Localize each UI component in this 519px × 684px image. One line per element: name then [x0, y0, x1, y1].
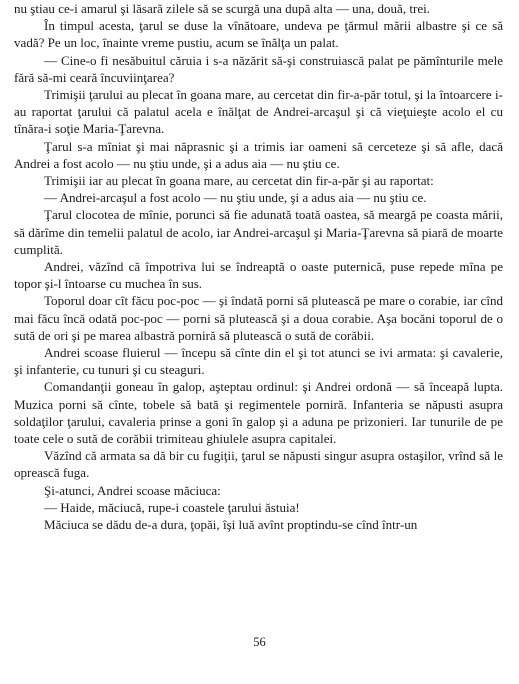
paragraph: Andrei, văzînd că împotriva lui se îndreaptă o oaste puternică, puse repede mîna pe topor şi-l întoarse cu muchea în sus. — [14, 259, 503, 292]
paragraph: nu ştiau ce-i amarul şi lăsară zilele să se scurgă una după alta — una, două, trei. — [14, 1, 431, 16]
paragraph: Ţarul clocotea de mînie, porunci să fie adunată toată oastea, să meargă pe coasta mării, să dărîme din temelii palatul de acolo, iar Andrei-arcaşul şi Maria-Ţarevna să piară de moarte cumplită. — [14, 207, 503, 257]
paragraph: Şi-atunci, Andrei scoase măciuca: — [44, 482, 221, 498]
paragraph: — Haide, măciucă, rupe-i coastele ţarului ăstuia! — [44, 499, 300, 515]
page-body-text — [14, 0, 503, 533]
paragraph: Andrei scoase fluierul — începu să cînte din el şi tot atunci se ivi armata: şi cavalerie, şi infanterie, cu tunuri şi cu steaguri. — [14, 345, 503, 378]
paragraph: Ţarul s-a mîniat şi mai năprasnic şi a trimis iar oameni să cerceteze şi să afle, dacă Andrei a fost acolo — nu ştiu unde, şi a adus aia — nu ştiu ce. — [14, 138, 503, 171]
paragraph: Văzînd că armata sa dă bir cu fugiţii, ţarul se năpusti singur asupra ostaşilor, vrînd să le oprească fuga. — [14, 448, 503, 481]
paragraph: Măciuca se dădu de-a dura, ţopăi, îşi luă avînt proptindu-se cînd într-un — [44, 517, 418, 533]
page-number: 56 — [253, 635, 266, 649]
paragraph: Trimişii iar au plecat în goana mare, au cercetat din fir-a-păr şi au raportat: — [44, 173, 434, 189]
paragraph: — Andrei-arcaşul a fost acolo — nu ştiu unde, şi a adus aia — nu ştiu ce. — [44, 190, 427, 206]
paragraph: În timpul acesta, ţarul se duse la vînătoare, undeva pe ţărmul mării albastre şi ce să vadă? Pe un loc, înainte vreme pustiu, acum se înălţa un palat. — [14, 18, 503, 51]
paragraph: — Cine-o fi nesăbuitul căruia i s-a năzărit să-şi construiască palat pe pămînturile mele fără să-mi ceară încuviinţarea? — [14, 52, 503, 85]
paragraph: Toporul doar cît făcu poc-poc — şi îndată porni să plutească pe mare o corabie, iar cînd mai făcu încă odată poc-poc — porni să plutească şi a doua corabie. Aşa bocăni toporul de o sută de ori şi pe marea albastră porniră să plutească o sută de corăbii. — [14, 293, 503, 343]
paragraph: Comandanţii goneau în galop, aşteptau ordinul: şi Andrei ordonă — să înceapă lupta. Muzica porni să cînte, tobele să bată şi regimentele porniră. Infanteria se năpusti asupra soldaţilor ţarului, cavaleria prinse a goni în galop şi a aduna pe prizonieri. Iar tunurile de pe toate cele o sută de corăbii trimiteau ghiulele asupra capitalei. — [14, 379, 503, 447]
paragraph: Trimişii ţarului au plecat în goana mare, au cercetat din fir-a-păr totul, şi la întoarcere i-au raportat ţarului că palatul acela e înălţat de Andrei-arcaşul şi că vieţuieşte acolo el cu tînăra-i soţie Maria-Ţarevna. — [14, 87, 503, 137]
